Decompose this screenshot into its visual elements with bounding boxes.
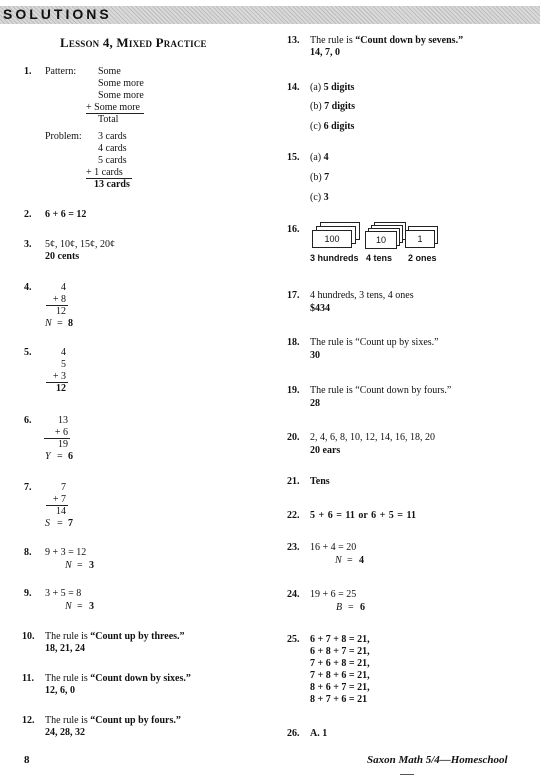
problem-14-number: 14.: [287, 82, 300, 93]
problem-26-number: 26.: [287, 728, 300, 739]
problem-12-prefix: The rule is: [45, 715, 91, 726]
problem-20-number: 20.: [287, 432, 300, 443]
problem-14-a-key: (a): [310, 82, 322, 93]
problem-5-addend-1: 4: [61, 347, 66, 358]
problem-8-value: 3: [89, 560, 94, 571]
problem-13-answer: 14, 7, 0: [310, 47, 340, 58]
problem-line-2: 4 cards: [98, 143, 127, 154]
problem-9-line: 3 + 5 = 8: [45, 588, 82, 599]
problem-21-answer: Tens: [310, 476, 330, 487]
problem-15-b-value: 7: [324, 172, 330, 183]
problem-17-answer: $434: [310, 303, 330, 314]
problem-23-equals: =: [347, 555, 353, 566]
problem-5-addend-2: 5: [61, 359, 66, 370]
problem-2-answer: 6 + 6 = 12: [45, 209, 87, 220]
problem-4-sum: 12: [56, 306, 66, 317]
solutions-banner: [0, 6, 540, 24]
problem-24-number: 24.: [287, 589, 300, 600]
problem-line-1: 3 cards: [98, 131, 127, 142]
problem-7-equals: =: [57, 518, 63, 529]
tens-label: 4 tens: [366, 253, 393, 263]
pattern-label: Pattern:: [45, 66, 77, 77]
problem-12-rule: “Count up by fours.”: [90, 715, 181, 726]
problem-6-number: 6.: [24, 415, 32, 426]
problem-14-item-a: [310, 82, 354, 93]
problem-4-equals: =: [57, 318, 63, 329]
problem-18-line: The rule is “Count up by sixes.”: [310, 337, 439, 348]
problem-15-b-key: (b): [310, 172, 322, 183]
lesson-title: Lesson 4, Mixed Practice: [60, 35, 207, 50]
problem-line-4: + 1 cards: [86, 167, 123, 178]
ones-unit-1: 1: [405, 230, 435, 248]
problem-4-addend-1: 4: [61, 282, 66, 293]
problem-18-number: 18.: [287, 337, 300, 348]
problem-15-item-b: [310, 172, 329, 183]
problem-label: Problem:: [45, 131, 82, 142]
problem-8-line: 9 + 3 = 12: [45, 547, 87, 558]
pattern-line-1: Some: [98, 66, 121, 77]
problem-6-addend-2: + 6: [54, 427, 68, 438]
problem-12-answer: 24, 28, 32: [45, 727, 85, 738]
hundreds-label: 3 hundreds: [310, 253, 359, 263]
problem-14-c-value: 6 digits: [323, 121, 355, 132]
problem-6-value: 6: [68, 451, 73, 462]
problem-6-variable: Y: [45, 451, 51, 462]
problem-10-prefix: The rule is: [45, 631, 91, 642]
problem-11-rule: “Count down by sixes.”: [90, 673, 191, 684]
problem-8-variable: N: [65, 560, 72, 571]
problem-23-line: 16 + 4 = 20: [310, 542, 357, 553]
problem-25-line-4: 7 + 8 + 6 = 21,: [310, 670, 370, 681]
problem-20-line: 2, 4, 6, 8, 10, 12, 14, 16, 18, 20: [310, 432, 435, 443]
problem-9-value: 3: [89, 601, 94, 612]
problem-23-value: 4: [359, 555, 364, 566]
problem-11-line: [45, 673, 191, 684]
problem-7-sum: 14: [56, 506, 66, 517]
problem-5-number: 5.: [24, 347, 32, 358]
problem-12-number: 12.: [22, 715, 35, 726]
problem-7-number: 7.: [24, 482, 32, 493]
problem-9-variable: N: [65, 601, 72, 612]
problem-25-line-2: 6 + 8 + 7 = 21,: [310, 646, 370, 657]
problem-2-number: 2.: [24, 209, 32, 220]
problem-10-line: [45, 631, 185, 642]
problem-6-sum: 19: [58, 439, 68, 450]
problem-10-answer: 18, 21, 24: [45, 643, 85, 654]
problem-total: 13 cards: [94, 179, 130, 190]
problem-11-answer: 12, 6, 0: [45, 685, 75, 696]
banner-text: SOLUTIONS: [3, 6, 112, 22]
problem-11-prefix: The rule is: [45, 673, 91, 684]
problem-15-a-value: 4: [323, 152, 329, 163]
problem-7-value: 7: [68, 518, 73, 529]
problem-13-rule: “Count down by sevens.”: [355, 35, 464, 46]
problem-1-number: 1.: [24, 66, 32, 77]
problem-19-number: 19.: [287, 385, 300, 396]
pattern-line-2: Some more: [98, 78, 144, 89]
problem-22-number: 22.: [287, 510, 300, 521]
problem-4-number: 4.: [24, 282, 32, 293]
problem-3-number: 3.: [24, 239, 32, 250]
footer-mark: [400, 774, 414, 775]
pattern-line-3: Some more: [98, 90, 144, 101]
problem-22-answer: 5 + 6 = 11 or 6 + 5 = 11: [310, 510, 416, 521]
problem-3-line: 5¢, 10¢, 15¢, 20¢: [45, 239, 115, 250]
problem-9-equals: =: [77, 601, 83, 612]
problem-3-answer: 20 cents: [45, 251, 80, 262]
problem-17-line: 4 hundreds, 3 tens, 4 ones: [310, 290, 414, 301]
problem-8-equals: =: [77, 560, 83, 571]
problem-24-value: 6: [360, 602, 365, 613]
hundreds-flat-1: 100: [312, 230, 352, 248]
problem-14-a-value: 5 digits: [323, 82, 355, 93]
problem-17-number: 17.: [287, 290, 300, 301]
problem-7-addend-1: 7: [61, 482, 66, 493]
problem-15-item-a: [310, 152, 329, 163]
problem-14-b-key: (b): [310, 101, 322, 112]
problem-14-c-key: (c): [310, 121, 322, 132]
problem-15-a-key: (a): [310, 152, 322, 163]
problem-15-number: 15.: [287, 152, 300, 163]
problem-21-number: 21.: [287, 476, 300, 487]
problem-14-item-b: [310, 101, 355, 112]
problem-6-equals: =: [57, 451, 63, 462]
problem-25-line-3: 7 + 6 + 8 = 21,: [310, 658, 370, 669]
book-title: Saxon Math 5/4—Homeschool: [367, 754, 508, 766]
problem-8-number: 8.: [24, 547, 32, 558]
problem-19-answer: 28: [310, 398, 320, 409]
problem-24-equals: =: [348, 602, 354, 613]
problem-19-line: The rule is “Count down by fours.”: [310, 385, 452, 396]
problem-10-rule: “Count up by threes.”: [90, 631, 185, 642]
problem-5-addend-3: + 3: [52, 371, 66, 382]
problem-18-answer: 30: [310, 350, 320, 361]
page-number: 8: [24, 754, 30, 766]
problem-5-sum: 12: [56, 383, 66, 394]
problem-10-number: 10.: [22, 631, 35, 642]
problem-25-line-5: 8 + 6 + 7 = 21,: [310, 682, 370, 693]
problem-15-item-c: [310, 192, 329, 203]
problem-7-variable: S: [45, 518, 50, 529]
problem-24-variable: B: [336, 602, 343, 613]
problem-4-value: 8: [68, 318, 73, 329]
problem-6-addend-1: 13: [58, 415, 68, 426]
problem-23-variable: N: [335, 555, 342, 566]
problem-9-number: 9.: [24, 588, 32, 599]
problem-13-prefix: The rule is: [310, 35, 356, 46]
problem-7-addend-2: + 7: [52, 494, 66, 505]
problem-16-number: 16.: [287, 224, 300, 235]
ones-label: 2 ones: [408, 253, 437, 263]
problem-20-answer: 20 ears: [310, 445, 341, 456]
problem-24-line: 19 + 6 = 25: [310, 589, 357, 600]
pattern-total: Total: [98, 114, 119, 125]
problem-25-number: 25.: [287, 634, 300, 645]
problem-15-c-key: (c): [310, 192, 322, 203]
problem-26-answer: A. 1: [310, 728, 328, 739]
problem-4-variable: N: [45, 318, 52, 329]
problem-line-3: 5 cards: [98, 155, 127, 166]
problem-14-b-value: 7 digits: [324, 101, 356, 112]
problem-25-line-1: 6 + 7 + 8 = 21,: [310, 634, 370, 645]
pattern-line-4: + Some more: [86, 102, 140, 113]
problem-11-number: 11.: [22, 673, 34, 684]
problem-14-item-c: [310, 121, 354, 132]
problem-15-c-value: 3: [323, 192, 329, 203]
problem-25-line-6: 8 + 7 + 6 = 21: [310, 694, 368, 705]
problem-13-number: 13.: [287, 35, 300, 46]
problem-4-addend-2: + 8: [52, 294, 66, 305]
tens-rod-1: 10: [365, 231, 397, 249]
problem-23-number: 23.: [287, 542, 300, 553]
problem-13-line: [310, 35, 463, 46]
problem-12-line: [45, 715, 181, 726]
